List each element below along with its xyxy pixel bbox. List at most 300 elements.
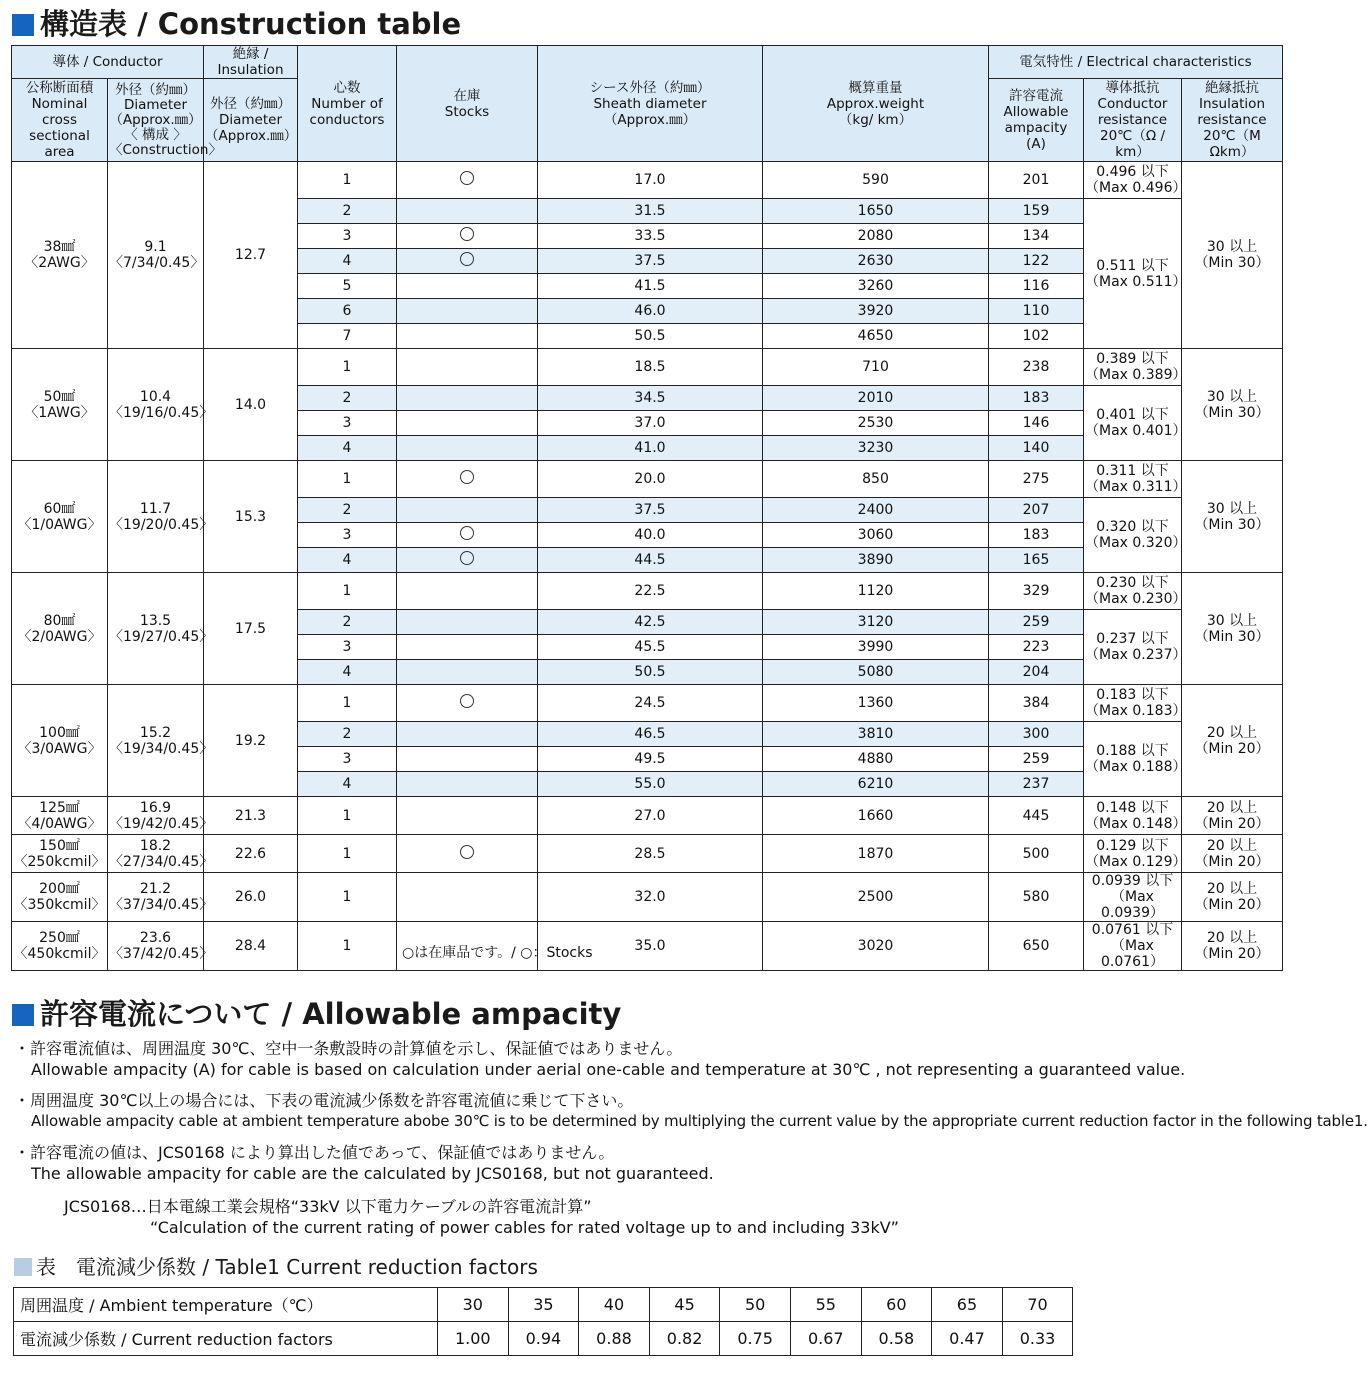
stock-cell bbox=[397, 324, 538, 349]
factor-row bbox=[14, 1322, 1073, 1356]
stock-circle-icon bbox=[460, 694, 474, 708]
header-insulation-resistance-text: resistance bbox=[1197, 112, 1267, 128]
conductor-diameter bbox=[108, 461, 214, 573]
group-header-electrical-text: 電気特性 / Electrical characteristics bbox=[1019, 54, 1252, 70]
approx-weight bbox=[763, 873, 989, 922]
conductor-resistance-text: 0.237 以下 bbox=[1096, 631, 1169, 647]
conductor-resistance-text: （Max 0.389） bbox=[1085, 367, 1187, 383]
allowable-ampacity-text: 159 bbox=[1022, 203, 1050, 219]
sheath-diameter-text: 44.5 bbox=[634, 552, 666, 568]
number-of-conductors bbox=[298, 224, 397, 249]
number-of-conductors-text: 1 bbox=[342, 172, 352, 188]
number-of-conductors bbox=[298, 411, 397, 436]
number-of-conductors bbox=[298, 162, 397, 199]
stock-cell bbox=[397, 274, 538, 299]
header-nominal-area-text: Nominal cross bbox=[31, 96, 88, 128]
allowable-ampacity-text: 223 bbox=[1022, 639, 1050, 655]
nominal-area-text: 200㎟ bbox=[39, 881, 80, 897]
sheath-diameter bbox=[538, 548, 763, 573]
note-3-en: The allowable ampacity for cable are the calculated by JCS0168, but not guaranteed. bbox=[31, 1164, 714, 1183]
sheath-diameter bbox=[538, 411, 763, 436]
stock-cell bbox=[397, 199, 538, 224]
allowable-ampacity-text: 183 bbox=[1022, 527, 1050, 543]
header-allowable-ampacity bbox=[989, 79, 1084, 162]
approx-weight bbox=[763, 835, 989, 873]
number-of-conductors-text: 3 bbox=[342, 415, 352, 431]
insulation-diameter-text: 26.0 bbox=[234, 889, 267, 905]
insulation-resistance bbox=[1182, 685, 1283, 797]
allowable-ampacity bbox=[989, 772, 1084, 797]
stock-cell bbox=[397, 610, 538, 635]
insulation-resistance-text: 30 以上 bbox=[1206, 388, 1258, 405]
title-square-icon bbox=[12, 14, 34, 36]
conductor-resistance bbox=[1084, 922, 1182, 971]
note-3-jp: ・許容電流の値は、JCS0168 により算出した値であって、保証値ではありません。 bbox=[14, 1143, 615, 1162]
approx-weight-text: 3920 bbox=[857, 303, 894, 319]
sheath-diameter bbox=[538, 324, 763, 349]
conductor-resistance bbox=[1084, 498, 1187, 573]
conductor-resistance-text: （Max 0.311） bbox=[1085, 479, 1187, 495]
insulation-resistance-text: 30 以上 bbox=[1206, 612, 1258, 629]
sheath-diameter bbox=[538, 162, 763, 199]
allowable-ampacity-text: 207 bbox=[1022, 502, 1050, 518]
stock-cell bbox=[397, 835, 538, 873]
nominal-area-text: 〈4/0AWG〉 bbox=[17, 815, 102, 832]
conductor-resistance bbox=[1084, 461, 1187, 498]
number-of-conductors-text: 1 bbox=[342, 359, 352, 375]
construction-table-title: 構造表 / Construction table bbox=[40, 7, 462, 41]
sheath-diameter bbox=[538, 274, 763, 299]
header-number-of-conductors-text: conductors bbox=[309, 111, 385, 128]
conductor-diameter-text: 〈19/20/0.45〉 bbox=[109, 516, 214, 533]
number-of-conductors bbox=[298, 349, 397, 386]
stock-cell bbox=[397, 573, 538, 610]
sheath-diameter-text: 49.5 bbox=[634, 751, 666, 767]
conductor-resistance-text: （Max 0.511） bbox=[1085, 273, 1187, 290]
stock-cell bbox=[397, 772, 538, 797]
allowable-ampacity bbox=[989, 685, 1084, 722]
stock-cell bbox=[397, 299, 538, 324]
number-of-conductors bbox=[298, 797, 397, 835]
allowable-ampacity bbox=[989, 922, 1084, 971]
approx-weight-text: 4880 bbox=[857, 751, 894, 767]
allowable-ampacity-text: 445 bbox=[1022, 807, 1050, 824]
approx-weight bbox=[763, 461, 989, 498]
number-of-conductors bbox=[298, 249, 397, 274]
allowable-ampacity-text: 300 bbox=[1022, 726, 1050, 742]
insulation-resistance bbox=[1182, 349, 1283, 461]
allowable-ampacity bbox=[989, 797, 1084, 835]
allowable-ampacity bbox=[989, 386, 1084, 411]
sheath-diameter-text: 31.5 bbox=[634, 203, 666, 219]
approx-weight-text: 1120 bbox=[857, 583, 894, 599]
approx-weight bbox=[763, 249, 989, 274]
reduction-factor-table bbox=[13, 1287, 1073, 1356]
approx-weight bbox=[763, 722, 989, 747]
conductor-resistance-text: 0.148 以下 bbox=[1096, 799, 1169, 816]
sheath-diameter bbox=[538, 873, 763, 922]
header-allowable-ampacity-text: (A) bbox=[1026, 136, 1046, 152]
factor-value: 0.67 bbox=[790, 1322, 861, 1356]
insulation-resistance-text: （Min 20） bbox=[1194, 815, 1270, 832]
header-conductor-resistance-text: Conductor bbox=[1097, 96, 1168, 112]
table-row bbox=[12, 922, 1283, 971]
stock-circle-icon bbox=[460, 551, 474, 565]
approx-weight bbox=[763, 747, 989, 772]
group-header-insulation-text: 絶縁 / Insulation bbox=[217, 46, 284, 78]
conductor-resistance bbox=[1084, 349, 1187, 386]
stock-circle-icon bbox=[460, 845, 474, 859]
allowable-ampacity-text: 102 bbox=[1022, 328, 1050, 344]
conductor-resistance bbox=[1084, 573, 1187, 610]
header-conductor-diameter-text: （Approx.㎜） bbox=[109, 111, 202, 128]
insulation-resistance-text: （Min 20） bbox=[1194, 946, 1270, 962]
number-of-conductors-text: 2 bbox=[342, 614, 352, 630]
factor-value: 0.47 bbox=[932, 1322, 1003, 1356]
number-of-conductors-text: 3 bbox=[342, 639, 352, 655]
factor-value: 0.33 bbox=[1002, 1322, 1073, 1356]
conductor-diameter-text: 〈37/34/0.45〉 bbox=[109, 897, 214, 913]
temperature-value: 30 bbox=[438, 1288, 509, 1322]
approx-weight-text: 4650 bbox=[857, 328, 894, 344]
stock-circle-icon bbox=[460, 470, 474, 484]
conductor-diameter-text: 〈7/34/0.45〉 bbox=[109, 255, 205, 271]
header-conductor-diameter bbox=[108, 79, 222, 162]
number-of-conductors bbox=[298, 610, 397, 635]
approx-weight bbox=[763, 772, 989, 797]
approx-weight-text: 3810 bbox=[857, 726, 894, 742]
sheath-diameter-text: 37.0 bbox=[634, 415, 666, 431]
conductor-resistance bbox=[1084, 797, 1187, 835]
nominal-area bbox=[12, 349, 108, 461]
stocks-note: ○は在庫品です。/ ○：Stocks bbox=[402, 945, 593, 961]
header-conductor-resistance-text: 20℃（Ω / km） bbox=[1100, 128, 1165, 160]
conductor-diameter bbox=[108, 797, 214, 835]
construction-table bbox=[11, 45, 1283, 971]
conductor-resistance-text: 0.389 以下 bbox=[1096, 351, 1169, 367]
approx-weight bbox=[763, 199, 989, 224]
sheath-diameter bbox=[538, 249, 763, 274]
group-header-conductor bbox=[12, 46, 204, 79]
allowable-ampacity-text: 110 bbox=[1022, 303, 1050, 319]
sheath-diameter bbox=[538, 436, 763, 461]
number-of-conductors-text: 5 bbox=[342, 278, 352, 294]
allowable-ampacity-text: 650 bbox=[1022, 938, 1050, 954]
allowable-ampacity-text: 183 bbox=[1022, 390, 1050, 406]
allowable-ampacity bbox=[989, 249, 1084, 274]
number-of-conductors-text: 2 bbox=[342, 203, 352, 219]
nominal-area bbox=[12, 573, 108, 685]
allowable-ampacity-text: 259 bbox=[1022, 751, 1050, 767]
stock-cell bbox=[397, 411, 538, 436]
number-of-conductors bbox=[298, 461, 397, 498]
sheath-diameter-text: 35.0 bbox=[634, 938, 666, 954]
number-of-conductors-text: 4 bbox=[342, 440, 352, 456]
insulation-diameter-text: 28.4 bbox=[234, 938, 267, 954]
sheath-diameter bbox=[538, 523, 763, 548]
sheath-diameter bbox=[538, 386, 763, 411]
stock-circle-icon bbox=[460, 227, 474, 241]
conductor-diameter-text: 〈19/34/0.45〉 bbox=[109, 740, 214, 757]
conductor-diameter bbox=[108, 873, 214, 922]
approx-weight bbox=[763, 224, 989, 249]
allowable-ampacity-text: 580 bbox=[1022, 889, 1050, 905]
sheath-diameter bbox=[538, 224, 763, 249]
nominal-area bbox=[12, 461, 108, 573]
sheath-diameter bbox=[538, 747, 763, 772]
nominal-area-text: 〈2/0AWG〉 bbox=[17, 628, 102, 645]
sheath-diameter bbox=[538, 199, 763, 224]
insulation-resistance-text: 30 以上 bbox=[1206, 500, 1258, 517]
temperature-value: 60 bbox=[861, 1288, 932, 1322]
conductor-resistance-text: （Max 0.148） bbox=[1085, 815, 1187, 832]
sheath-diameter bbox=[538, 660, 763, 685]
sheath-diameter-text: 37.5 bbox=[634, 253, 666, 269]
sheath-diameter-text: 18.5 bbox=[634, 359, 666, 375]
temperature-value: 50 bbox=[720, 1288, 791, 1322]
insulation-resistance-text: （Min 20） bbox=[1194, 853, 1270, 870]
reduction-title-text: 表 電流減少係数 / Table1 Current reduction factors bbox=[36, 1255, 538, 1279]
approx-weight bbox=[763, 610, 989, 635]
insulation-resistance bbox=[1182, 162, 1283, 349]
approx-weight-text: 3020 bbox=[857, 938, 894, 954]
conductor-diameter-text: 〈37/42/0.45〉 bbox=[109, 946, 214, 962]
conductor-resistance-text: （Max 0.129） bbox=[1085, 853, 1187, 870]
insulation-diameter bbox=[204, 835, 298, 873]
nominal-area bbox=[12, 797, 108, 835]
approx-weight-text: 3260 bbox=[857, 278, 894, 294]
insulation-resistance-text: （Min 30） bbox=[1194, 255, 1270, 271]
header-insulation-diameter-text: Diameter bbox=[218, 112, 283, 128]
number-of-conductors bbox=[298, 635, 397, 660]
number-of-conductors-text: 7 bbox=[342, 328, 352, 344]
approx-weight bbox=[763, 274, 989, 299]
nominal-area-text: 〈1/0AWG〉 bbox=[17, 516, 102, 533]
allowable-ampacity bbox=[989, 224, 1084, 249]
approx-weight-text: 6210 bbox=[857, 776, 894, 792]
header-conductor-diameter-text: Diameter bbox=[123, 96, 188, 113]
header-insulation-resistance bbox=[1182, 79, 1283, 162]
insulation-resistance-text: （Min 30） bbox=[1194, 516, 1270, 533]
conductor-diameter-text: 15.2 bbox=[139, 724, 172, 741]
table-row bbox=[12, 873, 1283, 922]
conductor-resistance-text: 0.511 以下 bbox=[1096, 257, 1169, 274]
stock-cell bbox=[397, 548, 538, 573]
approx-weight-text: 2530 bbox=[857, 415, 894, 431]
factor-label: 電流減少係数 / Current reduction factors bbox=[14, 1322, 438, 1356]
number-of-conductors-text: 4 bbox=[342, 776, 352, 792]
header-insulation-resistance-text: Insulation bbox=[1198, 96, 1265, 112]
factor-value: 0.58 bbox=[861, 1322, 932, 1356]
stock-cell bbox=[397, 461, 538, 498]
allowable-ampacity bbox=[989, 548, 1084, 573]
nominal-area bbox=[12, 922, 108, 971]
nominal-area-text: 50㎟ bbox=[43, 388, 76, 405]
conductor-diameter bbox=[108, 685, 214, 797]
allowable-ampacity-text: 140 bbox=[1022, 440, 1050, 456]
allowable-ampacity bbox=[989, 498, 1084, 523]
conductor-resistance bbox=[1084, 685, 1187, 722]
conductor-resistance-text: 0.311 以下 bbox=[1096, 463, 1169, 479]
insulation-diameter bbox=[204, 162, 298, 349]
number-of-conductors bbox=[298, 386, 397, 411]
allowable-ampacity-text: 500 bbox=[1022, 845, 1050, 862]
group-header-conductor-text: 導体 / Conductor bbox=[52, 54, 163, 70]
header-sheath-diameter-text: Sheath diameter bbox=[593, 95, 707, 112]
allowable-ampacity bbox=[989, 349, 1084, 386]
approx-weight bbox=[763, 411, 989, 436]
insulation-diameter bbox=[204, 349, 298, 461]
approx-weight-text: 2010 bbox=[857, 390, 894, 406]
insulation-resistance-text: 20 以上 bbox=[1206, 837, 1258, 854]
ampacity-notes bbox=[14, 1038, 1368, 1194]
conductor-diameter-text: 〈19/42/0.45〉 bbox=[109, 815, 214, 832]
insulation-resistance bbox=[1182, 797, 1283, 835]
stock-cell bbox=[397, 635, 538, 660]
number-of-conductors-text: 2 bbox=[342, 726, 352, 742]
sheath-diameter-text: 28.5 bbox=[634, 845, 666, 862]
approx-weight bbox=[763, 386, 989, 411]
number-of-conductors bbox=[298, 523, 397, 548]
factor-value: 1.00 bbox=[438, 1322, 509, 1356]
approx-weight bbox=[763, 573, 989, 610]
conductor-resistance-text: 0.188 以下 bbox=[1096, 743, 1169, 759]
stock-cell bbox=[397, 249, 538, 274]
number-of-conductors bbox=[298, 685, 397, 722]
stock-cell bbox=[397, 436, 538, 461]
nominal-area-text: 〈250kcmil〉 bbox=[13, 853, 106, 870]
header-allowable-ampacity-text: ampacity bbox=[1004, 120, 1068, 136]
approx-weight bbox=[763, 922, 989, 971]
sheath-diameter bbox=[538, 610, 763, 635]
conductor-diameter-text: 13.5 bbox=[139, 612, 172, 629]
conductor-resistance-text: （Max 0.237） bbox=[1085, 647, 1187, 663]
nominal-area-text: 60㎟ bbox=[43, 500, 76, 517]
stock-cell bbox=[397, 386, 538, 411]
nominal-area-text: 100㎟ bbox=[39, 724, 80, 741]
number-of-conductors-text: 2 bbox=[342, 502, 352, 518]
conductor-resistance bbox=[1084, 199, 1187, 349]
sheath-diameter-text: 40.0 bbox=[634, 527, 666, 543]
table-group-header-row bbox=[12, 46, 1283, 79]
approx-weight bbox=[763, 324, 989, 349]
conductor-resistance-text: （Max 0.0939） bbox=[1101, 889, 1164, 921]
number-of-conductors bbox=[298, 299, 397, 324]
header-approx-weight-text: Approx.weight bbox=[826, 95, 925, 112]
header-conductor-resistance bbox=[1084, 79, 1182, 162]
header-number-of-conductors-text: Number of bbox=[311, 95, 383, 112]
header-sheath-diameter bbox=[538, 46, 763, 162]
sheath-diameter-text: 42.5 bbox=[634, 614, 666, 630]
factor-value: 0.88 bbox=[579, 1322, 650, 1356]
header-sheath-diameter-text: （Approx.㎜） bbox=[603, 111, 697, 128]
sheath-diameter-text: 24.5 bbox=[634, 695, 666, 711]
table-row bbox=[12, 835, 1283, 873]
allowable-ampacity bbox=[989, 722, 1084, 747]
table-row bbox=[12, 349, 1283, 386]
table-row bbox=[12, 573, 1283, 610]
section-square-icon bbox=[12, 1004, 34, 1026]
conductor-resistance-text: （Max 0.401） bbox=[1085, 423, 1187, 439]
allowable-ampacity-text: 238 bbox=[1022, 359, 1050, 375]
sheath-diameter bbox=[538, 685, 763, 722]
header-conductor-diameter-text: 外径（約㎜） bbox=[115, 81, 196, 98]
insulation-resistance bbox=[1182, 835, 1283, 873]
sheath-diameter bbox=[538, 498, 763, 523]
number-of-conductors bbox=[298, 199, 397, 224]
sheath-diameter-text: 22.5 bbox=[634, 583, 666, 599]
stock-cell bbox=[397, 685, 538, 722]
number-of-conductors bbox=[298, 722, 397, 747]
allowable-ampacity-text: 122 bbox=[1022, 253, 1050, 269]
insulation-diameter bbox=[204, 461, 298, 573]
number-of-conductors bbox=[298, 498, 397, 523]
number-of-conductors-text: 1 bbox=[342, 889, 352, 905]
sheath-diameter-text: 46.5 bbox=[634, 726, 666, 742]
note-2-en: Allowable ampacity cable at ambient temperature abobe 30℃ is to be determined by multiplying the current value by the appropriate current reduction factor in the following table1. bbox=[31, 1112, 1368, 1130]
sheath-diameter-text: 46.0 bbox=[634, 303, 666, 319]
allowable-ampacity bbox=[989, 835, 1084, 873]
number-of-conductors-text: 2 bbox=[342, 390, 352, 406]
approx-weight-text: 1870 bbox=[857, 845, 894, 862]
approx-weight bbox=[763, 660, 989, 685]
approx-weight-text: 5080 bbox=[857, 664, 894, 680]
number-of-conductors-text: 4 bbox=[342, 253, 352, 269]
conductor-resistance bbox=[1084, 722, 1187, 797]
conductor-diameter-text: 23.6 bbox=[139, 930, 172, 946]
approx-weight bbox=[763, 797, 989, 835]
number-of-conductors bbox=[298, 324, 397, 349]
note-1 bbox=[14, 1038, 1284, 1080]
temperature-value: 65 bbox=[932, 1288, 1003, 1322]
jcs-reference bbox=[64, 1196, 899, 1238]
conductor-diameter bbox=[108, 835, 214, 873]
insulation-resistance-text: 20 以上 bbox=[1206, 881, 1258, 897]
approx-weight bbox=[763, 635, 989, 660]
nominal-area-text: 38㎟ bbox=[43, 239, 76, 255]
approx-weight-text: 3890 bbox=[857, 552, 894, 568]
insulation-diameter-text: 12.7 bbox=[234, 247, 267, 263]
conductor-resistance bbox=[1084, 873, 1182, 922]
sheath-diameter-text: 32.0 bbox=[634, 889, 666, 905]
allowable-ampacity bbox=[989, 660, 1084, 685]
factor-value: 0.75 bbox=[720, 1322, 791, 1356]
number-of-conductors-text: 3 bbox=[342, 228, 352, 244]
temperature-value: 70 bbox=[1002, 1288, 1073, 1322]
conductor-resistance-text: 0.129 以下 bbox=[1096, 837, 1169, 854]
sheath-diameter-text: 17.0 bbox=[634, 172, 666, 188]
group-header-insulation bbox=[204, 46, 298, 79]
number-of-conductors bbox=[298, 835, 397, 873]
number-of-conductors-text: 6 bbox=[342, 303, 352, 319]
approx-weight-text: 1650 bbox=[857, 203, 894, 219]
conductor-resistance-text: 0.183 以下 bbox=[1096, 687, 1169, 703]
insulation-resistance bbox=[1182, 922, 1283, 971]
stock-cell bbox=[397, 523, 538, 548]
stock-circle-icon bbox=[460, 171, 474, 185]
conductor-diameter-text: 11.7 bbox=[139, 500, 172, 517]
note-1-jp: ・許容電流値は、周囲温度 30℃、空中一条敷設時の計算値を示し、保証値ではありません。 bbox=[14, 1039, 683, 1058]
sheath-diameter bbox=[538, 461, 763, 498]
sheath-diameter-text: 45.5 bbox=[634, 639, 666, 655]
conductor-diameter-text: 〈27/34/0.45〉 bbox=[109, 853, 214, 870]
nominal-area-text: 250㎟ bbox=[39, 930, 80, 946]
approx-weight bbox=[763, 299, 989, 324]
header-conductor-resistance-text: 導体抵抗 bbox=[1105, 80, 1160, 96]
number-of-conductors-text: 1 bbox=[342, 845, 352, 862]
sheath-diameter-text: 27.0 bbox=[634, 807, 666, 824]
number-of-conductors-text: 4 bbox=[342, 664, 352, 680]
